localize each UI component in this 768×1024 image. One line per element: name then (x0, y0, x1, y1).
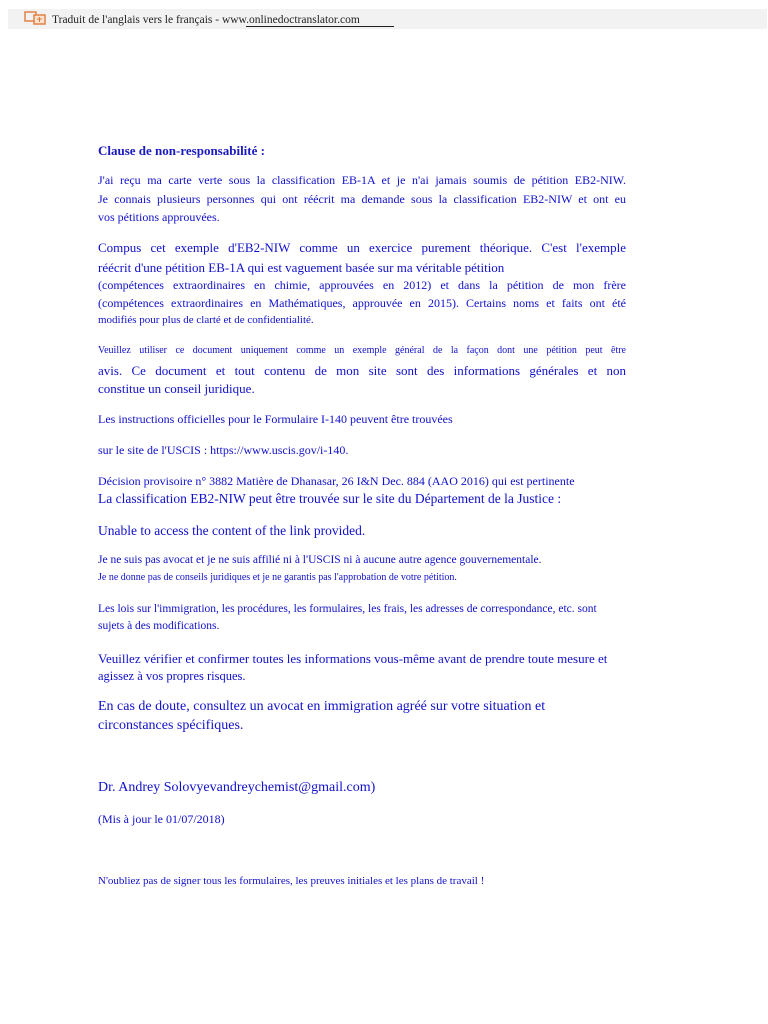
paragraph-line: Je ne suis pas avocat et je ne suis affilié ni à l'USCIS ni à aucune autre agence gouvernementale. (98, 554, 542, 566)
paragraph-line: Les instructions officielles pour le Formulaire I-140 peuvent être trouvées (98, 412, 453, 426)
paragraph-line: modifiés pour plus de clarté et de confidentialité. (98, 314, 314, 326)
paragraph-line: Compus cet exemple d'EB2-NIW comme un exercice purement théorique. C'est l'exemple (98, 240, 626, 255)
paragraph-line: Je ne donne pas de conseils juridiques et je ne garantis pas l'approbation de votre pétition. (98, 572, 457, 583)
paragraph-line: Décision provisoire n° 3882 Matière de Dhanasar, 26 I&N Dec. 884 (AAO 2016) qui est pertinente (98, 474, 575, 488)
signing-reminder: N'oubliez pas de signer tous les formulaires, les preuves initiales et les plans de travail ! (98, 875, 485, 887)
paragraph-line: En cas de doute, consultez un avocat en immigration agréé sur votre situation et (98, 699, 546, 714)
paragraph-line: J'ai reçu ma carte verte sous la classification EB-1A et je n'ai jamais soumis de pétition EB2-NIW. (98, 173, 626, 187)
banner-text[interactable]: Traduit de l'anglais vers le français - www.onlinedoctranslator.com (52, 14, 360, 26)
paragraph-line: Unable to access the content of the link provided. (98, 523, 366, 538)
banner-link-underline (246, 26, 394, 27)
paragraph-line: Veuillez utiliser ce document uniquement comme un exemple général de la façon dont une pétition peut être (98, 345, 626, 356)
paragraph-line: réécrit d'une pétition EB-1A qui est vaguement basée sur ma véritable pétition (98, 260, 505, 275)
paragraph-line: (compétences extraordinaires en chimie, approuvées en 2012) et dans la pétition de mon frère (98, 278, 626, 292)
updated-date: (Mis à jour le 01/07/2018) (98, 812, 225, 826)
author-signature: Dr. Andrey Solovyevandreychemist@gmail.com) (98, 780, 376, 795)
paragraph-line: sur le site de l'USCIS : https://www.uscis.gov/i-140. (98, 443, 349, 457)
paragraph-line: Je connais plusieurs personnes qui ont réécrit ma demande sous la classification EB2-NIW et ont eu (98, 192, 626, 206)
paragraph-line: La classification EB2-NIW peut être trouvée sur le site du Département de la Justice : (98, 491, 562, 506)
paragraph-line: Les lois sur l'immigration, les procédures, les formulaires, les frais, les adresses de correspondance, etc. sont (98, 603, 597, 615)
paragraph-line: circonstances spécifiques. (98, 718, 244, 733)
translation-banner (8, 9, 767, 29)
paragraph-line: (compétences extraordinaires en Mathématiques, approuvée en 2015). Certains noms et faits ont été (98, 296, 626, 310)
paragraph-line: agissez à vos propres risques. (98, 669, 246, 683)
paragraph-line: Veuillez vérifier et confirmer toutes les informations vous-même avant de prendre toute mesure et (98, 651, 608, 666)
paragraph-line: avis. Ce document et tout contenu de mon site sont des informations générales et non (98, 363, 626, 378)
translate-icon (24, 11, 50, 25)
disclaimer-title: Clause de non-responsabilité : (98, 143, 265, 158)
paragraph-line: constitue un conseil juridique. (98, 381, 255, 396)
paragraph-line: sujets à des modifications. (98, 620, 220, 632)
paragraph-line: vos pétitions approuvées. (98, 210, 220, 224)
